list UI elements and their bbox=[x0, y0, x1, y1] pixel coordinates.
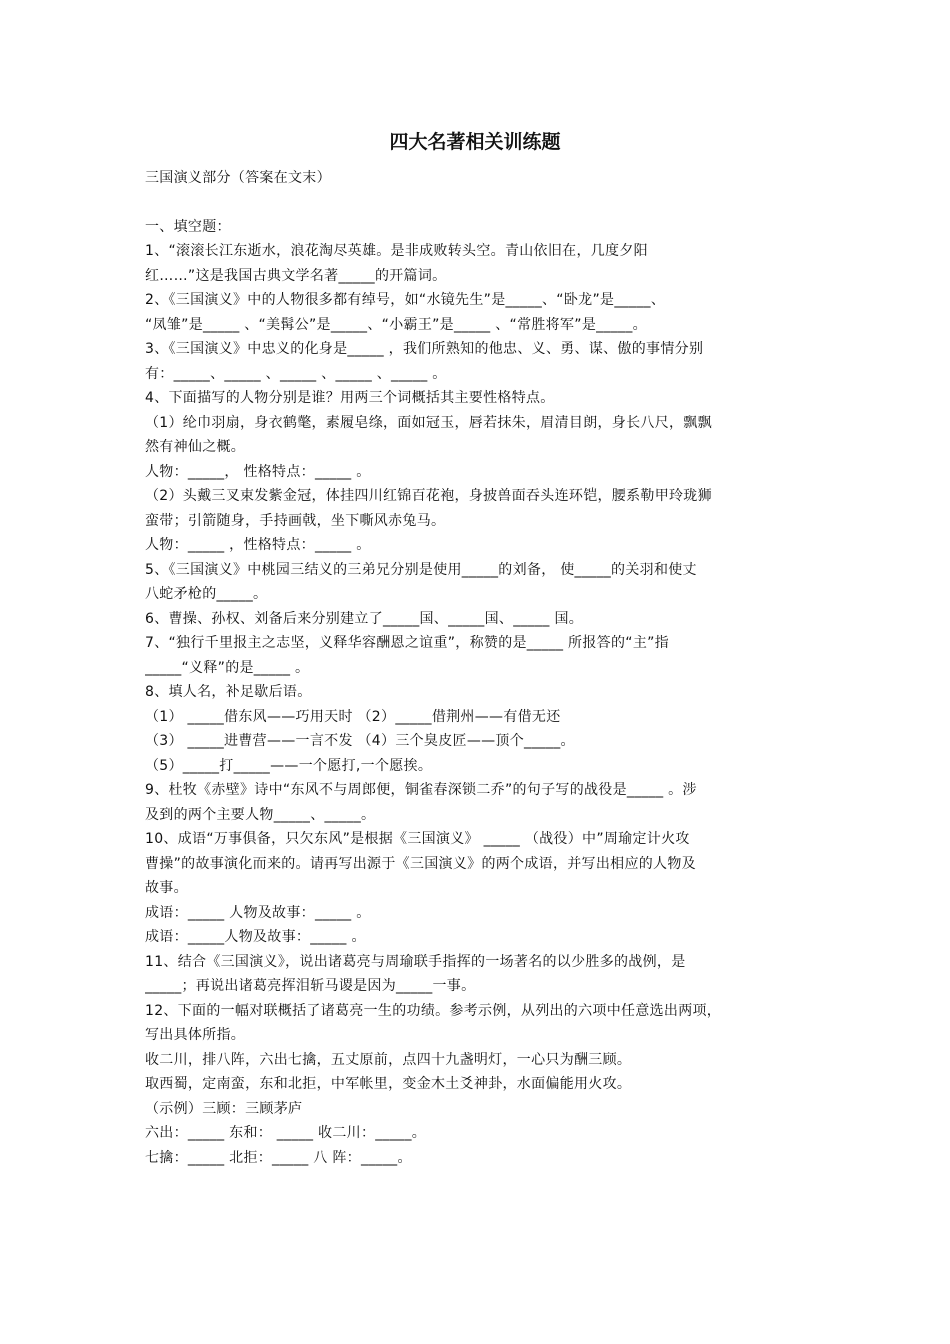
question-line: 曹操”的故事演化而来的。请再写出源于《三国演义》的两个成语，并写出相应的人物及 bbox=[145, 855, 696, 872]
question-line: （5）_____打_____——一个愿打,一个愿挨。 bbox=[145, 757, 433, 774]
question-line: 12、下面的一幅对联概括了诸葛亮一生的功绩。参考示例，从列出的六项中任意选出两项， bbox=[145, 1002, 722, 1019]
question-line: _____；再说出诸葛亮挥泪斩马谡是因为_____一事。 bbox=[145, 978, 476, 994]
question-line: 成语：_____ 人物及故事：_____ 。 bbox=[145, 904, 371, 921]
question-line: 蛮带；引箭随身，手持画戟，坐下嘶风赤兔马。 bbox=[145, 512, 446, 529]
question-line: 八蛇矛枪的_____。 bbox=[145, 586, 268, 602]
question-line: （1） _____借东风——巧用天时 （2）_____借荆州——有借无还 bbox=[145, 708, 561, 725]
question-line: 人物：_____ ，性格特点：_____ 。 bbox=[145, 537, 371, 553]
question-line: _____“义释”的是_____ 。 bbox=[145, 659, 310, 676]
question-line: 7、“独行千里报主之志坚，义释华容酬恩之谊重”，称赞的是_____ 所报答的“主”指 bbox=[145, 635, 669, 651]
question-line: 5、《三国演义》中桃园三结义的三弟兄分别是使用_____的刘备， 使_____的关羽和使丈 bbox=[145, 561, 697, 578]
question-line: 故事。 bbox=[145, 880, 188, 896]
question-line: 4、下面描写的人物分别是谁？用两三个词概括其主要性格特点。 bbox=[145, 390, 555, 406]
question-line: 有：_____、_____ 、_____ 、_____ 、_____ 。 bbox=[145, 365, 447, 382]
question-line: 6、曹操、孙权、刘备后来分别建立了_____国、_____国、_____ 国。 bbox=[145, 610, 584, 627]
question-line: 红……”这是我国古典文学名著_____的开篇词。 bbox=[145, 267, 447, 284]
question-line: （示例）三顾：三顾茅庐 bbox=[145, 1100, 303, 1117]
question-line: 8、填人名，补足歇后语。 bbox=[145, 684, 312, 700]
document-body bbox=[145, 166, 817, 1170]
question-line: 然有神仙之概。 bbox=[145, 439, 246, 455]
question-line: （1）纶巾羽扇，身衣鹤氅，素履皂绦，面如冠玉，唇若抹朱，眉清目朗，身长八尺，飘飘 bbox=[145, 414, 712, 431]
question-line: 3、《三国演义》中忠义的化身是_____ ，我们所熟知的他忠、义、勇、谋、傲的事情分别 bbox=[145, 341, 704, 357]
question-line: 取西蜀，定南蛮，东和北拒，中军帐里，变金木土爻神卦，水面偏能用火攻。 bbox=[145, 1076, 632, 1092]
question-line: 写出具体所指。 bbox=[145, 1027, 246, 1043]
question-line: 及到的两个主要人物_____、_____。 bbox=[145, 806, 376, 823]
question-line: 9、杜牧《赤壁》诗中“东风不与周郎便，铜雀春深锁二乔”的句子写的战役是_____ 。涉 bbox=[145, 782, 697, 798]
spacer bbox=[145, 191, 817, 215]
question-line: （3） _____进曹营——一言不发 （4）三个臭皮匠——顶个_____。 bbox=[145, 733, 575, 749]
question-line: 收二川，排八阵，六出七擒，五丈原前，点四十九盏明灯，一心只为酬三顾。 bbox=[145, 1051, 632, 1068]
question-line: 10、成语“万事俱备，只欠东风”是根据《三国演义》 _____ （战役）中”周瑜定计火攻 bbox=[145, 831, 690, 847]
question-line: 2、《三国演义》中的人物很多都有绰号，如“水镜先生”是_____、“卧龙”是_____、 bbox=[145, 292, 666, 308]
question-line: 六出：_____ 东和： _____ 收二川：_____。 bbox=[145, 1125, 427, 1141]
question-line: 人物：_____， 性格特点：_____ 。 bbox=[145, 463, 371, 480]
subtitle: 三国演义部分（答案在文末） bbox=[145, 170, 331, 186]
question-line: （2）头戴三叉束发紫金冠，体挂四川红锦百花袍，身披兽面吞头连环铠，腰系勒甲玲珑狮 bbox=[145, 488, 712, 504]
question-line: 11、结合《三国演义》，说出诸葛亮与周瑜联手指挥的一场著名的以少胜多的战例，是 bbox=[145, 953, 686, 970]
question-line: 七擒：_____ 北拒：_____ 八 阵：_____。 bbox=[145, 1149, 412, 1166]
question-line: 成语：_____人物及故事：_____ 。 bbox=[145, 929, 366, 945]
page-title: 四大名著相关训练题 bbox=[389, 131, 561, 153]
question-line: 1、“滚滚长江东逝水，浪花淘尽英雄。是非成败转头空。青山依旧在，几度夕阳 bbox=[145, 243, 648, 259]
question-line: “凤雏”是_____ 、“美髯公”是_____、“小霸王”是_____ 、“常胜将军”是_____。 bbox=[145, 316, 647, 333]
section-heading: 一、填空题： bbox=[145, 218, 231, 235]
